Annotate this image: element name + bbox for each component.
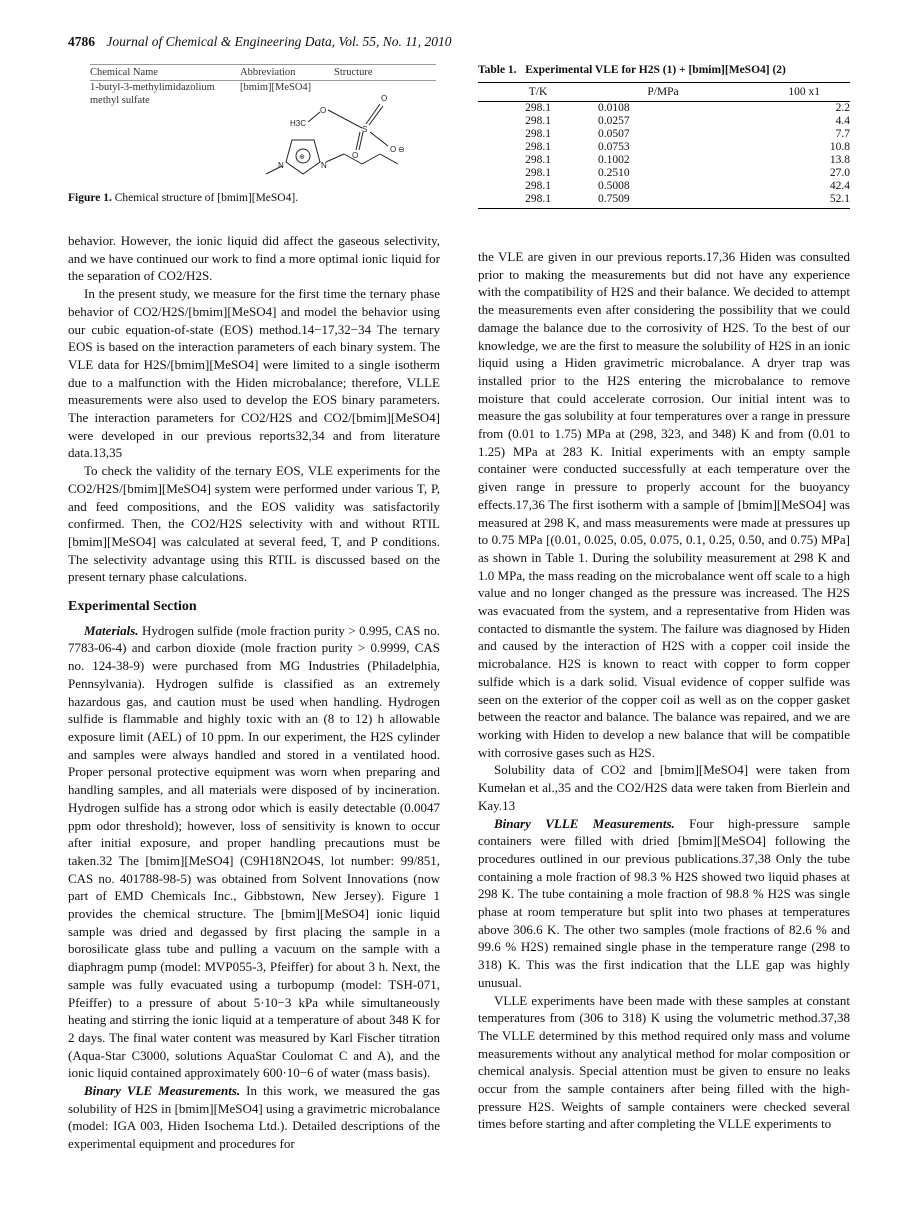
left-text-column (68, 232, 440, 1153)
table-1-title (478, 64, 850, 76)
struct-o-minus: O (390, 145, 397, 154)
running-header (68, 34, 451, 50)
right-text-column (478, 248, 850, 1133)
solubility-data-paragraph: Solubility data of CO2 and [bmim][MeSO4] were taken from Kumełan et al.,35 and the CO2/H2S data were taken from Bierlein and Kay.13 (478, 762, 850, 813)
struct-minus: ⊖ (398, 145, 405, 154)
table-row (478, 128, 850, 141)
struct-plus: ⊕ (299, 154, 305, 161)
table-cell: 298.1 (525, 141, 551, 153)
struct-n-left: N (278, 161, 284, 170)
binary-vlle-heading: Binary VLLE Measurements. (494, 815, 675, 831)
table-cell: 13.8 (829, 154, 850, 166)
present-study-paragraph: In the present study, we measure for the first time the ternary phase behavior of CO2/H2S/[bmim][MeSO4] and model the behavior using our cubic equation-of-state (EOS) method.14−17,32−34 The ternary EOS is based on the interaction parameters of each binary system. The VLE data for H2S/[bmim][MeSO4] were limited to a single isotherm due to a malfunction with the Hiden microbalance; therefore, VLLE measurements were also used to develop the EOS binary parameters. The interaction parameters for CO2/H2S and CO2/[bmim][MeSO4] were developed in our previous reports32,34 and from literature data.13,35 (68, 286, 440, 461)
struct-o-bottom: O (352, 151, 359, 160)
figure-1-label: Figure 1. (68, 192, 112, 204)
table-cell: 52.1 (728, 193, 850, 209)
table-1-header-temperature: T/K (478, 83, 598, 102)
table-cell: 298.1 (525, 102, 551, 114)
table-1-label: Table 1. (478, 64, 517, 76)
struct-h3c: H3C (290, 119, 307, 128)
table-row (478, 102, 850, 116)
table-row (478, 167, 850, 180)
materials-text: Hydrogen sulfide (mole fraction purity > 0.995, CAS no. 7783-06-4) and carbon dioxide (mole fraction purity > 0.9999, CAS no. 124-38-9) were purchased from MG Industries (Philadelphia, Pennsylvania). Hydrogen sulfide is classified as an extremely hazardous gas, and caution must be used when handling. Hydrogen sulfide is flammable and highly toxic with an (8 to 12) h allowable exposure limit (AEL) of 10 ppm. In our experiment, the H2S cylinder and samples were always handled and stored in a ventilated hood. Proper personal protective equipment was worn when preparing and handling samples, and all materials were disposed of by incineration. Hydrogen sulfide has a strong odor which is easily detectable (0.0047 ppm odor threshold); however, loss of sensitivity is known to occur after initial exposure, and proper handling precautions must be taken.32 The [bmim][MeSO4] (C9H18N2O4S, lot number: 99/851, CAS no. 401788-98-5) was obtained from Solvent Innovations (now part of EMD Chemicals Inc., Gibbstown, New Jersey). Figure 1 provides the chemical structure. The [bmim][MeSO4] ionic liquid sample was dried and degassed by first placing the sample in a borosilicate glass tube and pulling a vacuum on the sample with a diaphragm pump (model: MVP055-3, Pfeiffer) for about 3 h. Next, the sample was fully evacuated using a turbopump (model: TSH-071, Pfeiffer) to a pressure of about 5·10−3 kPa while simultaneously heating and stirring the ionic liquid at a temperature of about 348 K for 2 days. The final water content was measured by Karl Fischer titration (Aqua-Star C3000, solutions AquaStar Coulomat C and A), and the ionic liquid contained approximately 600·10−6 of water (mass basis). (68, 622, 440, 1081)
table-cell: 0.2510 (598, 167, 630, 179)
materials-heading: Materials. (84, 622, 139, 638)
fig-col-structure: Structure (334, 65, 436, 81)
table-row (478, 141, 850, 154)
validity-paragraph: To check the validity of the ternary EOS, VLE experiments for the CO2/H2S/[bmim][MeSO4] system were performed under various T, P, and feed compositions, and the EOS validity was satisfactorily confirmed. Then, the CO2/H2S selectivity with and without RTIL [bmim][MeSO4] was calculated at several feed, T, and P conditions. The selectivity advantage using this RTIL is discussed based on the present ternary phase calculations. (68, 463, 440, 585)
table-cell: 298.1 (525, 154, 551, 166)
table-cell: 2.2 (835, 102, 850, 114)
table-row (478, 154, 850, 167)
binary-vlle-paragraph (478, 815, 850, 992)
table-cell: 10.8 (829, 141, 850, 153)
vlle-experiments-paragraph: VLLE experiments have been made with these samples at constant temperatures from (306 to 318) K using the volumetric method.37,38 The VLLE determined by this method required only mass and volume measurements without any analytical method for molar composition or chemical analysis. Special attention must be given to ensure no leaks occur from the sample containers after being filled with the high-pressure H2S. Weights of sample containers were checked several times before starting and after completing the VLLE experiments to (478, 992, 850, 1132)
table-cell: 298.1 (525, 128, 551, 140)
journal-citation: Journal of Chemical & Engineering Data, Vol. 55, No. 11, 2010 (106, 34, 452, 49)
table-1-grid (478, 82, 850, 209)
table-cell: 298.1 (478, 193, 598, 209)
fig-chemical-name-2: methyl sulfate (90, 95, 150, 106)
bmim-meso4-structure (238, 88, 438, 188)
table-cell: 27.0 (829, 167, 850, 179)
figure-1-caption-text: Chemical structure of [bmim][MeSO4]. (111, 192, 299, 204)
table-cell: 298.1 (525, 167, 551, 179)
materials-paragraph (68, 622, 440, 1082)
binary-vle-heading: Binary VLE Measurements. (84, 1083, 241, 1099)
table-1-header-molefraction: 100 x1 (728, 83, 850, 102)
table-cell: 298.1 (525, 115, 551, 127)
page-number: 4786 (68, 34, 95, 49)
table-1-title-text: Experimental VLE for H2S (1) + [bmim][MeSO4] (2) (525, 64, 786, 76)
intro-paragraph-end: behavior. However, the ionic liquid did affect the gaseous selectivity, and we have continued our work to find a more optimal ionic liquid for the separation of CO2/H2S. (68, 233, 440, 284)
table-cell: 4.4 (835, 115, 850, 127)
table-cell: 298.1 (525, 180, 551, 192)
table-cell: 0.0108 (598, 102, 630, 114)
binary-vlle-text: Four high-pressure sample containers were filled with dried [bmim][MeSO4] following the procedures outlined in our previous publications.37,38 Only the tube containing a mole fraction of 98.3 % H2S showed two liquid phases at 298 K. The tube containing a mole fraction of 98.8 % H2S was single phase at room temperature but split into two phases at temperatures above 306.6 K. The other two samples (mole fractions of 82.6 % and 99.6 % H2S) remained single phase in the temperature range (298 to 318) K. This was the first indication that the LLE gap was highly unusual. (478, 815, 851, 990)
figure-1 (68, 64, 440, 204)
table-cell: 0.0507 (598, 128, 630, 140)
table-cell: 7.7 (835, 128, 850, 140)
figure-1-caption (68, 192, 440, 204)
struct-s: S (362, 125, 368, 134)
section-heading-experimental: Experimental Section (68, 599, 197, 615)
table-row (478, 115, 850, 128)
table-1 (478, 64, 850, 209)
struct-o-left: O (320, 106, 327, 115)
table-1-header-pressure: P/MPa (598, 83, 728, 102)
table-cell: 0.5008 (598, 180, 630, 192)
table-cell: 0.0257 (598, 115, 630, 127)
table-cell: 42.4 (829, 180, 850, 192)
table-cell: 0.0753 (598, 141, 630, 153)
binary-vle-text: In this work, we measured the gas solubility of H2S in [bmim][MeSO4] using a gravimetric microbalance (model: IGA 003, Hiden Isochema Ltd.). Detailed descriptions of the experimental equipment and procedures for (68, 1083, 440, 1152)
table-cell: 0.7509 (598, 193, 728, 209)
fig-chemical-name-1: 1-butyl-3-methylimidazolium (90, 82, 215, 93)
table-row (478, 180, 850, 193)
vle-continued-paragraph: the VLE are given in our previous reports.17,36 Hiden was consulted prior to making the measurements but did not have any experience with the compatibility of H2S and their balance. We decided to attempt the measurements even after considering the possibility that we could damage the balance due to the corrosivity of H2S. To the best of our knowledge, we are the first to measure the solubility of H2S in an ionic liquid using a Hiden gravimetric microbalance. A dryer trap was installed prior to the H2S entering the microbalance to remove moisture that could accelerate corrosion. Our initial intent was to measure the gas solubility at four temperatures over a range in pressure from (0.01 to 1.75) MPa at (298, 323, and 348) K and from (0.01 to 1.25) MPa at 283 K. Initial experiments with an empty sample container were conducted successfully at each temperature over the given range in pressure to properly account for the buoyancy effects.17,36 The first isotherm with a sample of [bmim][MeSO4] was measured at 298 K, and mass measurements were made at pressures up to 0.75 MPa [(0.01, 0.025, 0.05, 0.075, 0.1, 0.25, 0.50, and 0.75) MPa] as shown in Table 1. During the solubility measurement at 298 K and 1.0 MPa, the mass reading on the microbalance went off scale to a high value and no longer changed as the pressure was increased. The H2S was evacuated from the system, and a representative from Hiden was contacted to dismantle the system. The failure was diagnosed by Hiden and caused by the interaction of H2S with a copper coil inside the microbalance. H2S is known to react with copper to form copper sulfide which is a dark solid. Visual evidence of copper sulfide was seen on the exterior of the copper coil as well as on the copper gasket between the reactor and balance. The balance was repaired, and we are working with Hiden to develop a new balance that will be compatible with corrosive gases such as H2S. (478, 249, 850, 760)
table-row (478, 193, 850, 209)
fig-col-name: Chemical Name (90, 65, 240, 81)
table-cell: 0.1002 (598, 154, 630, 166)
table-1-body (478, 102, 850, 209)
struct-n-right: N (321, 161, 327, 170)
binary-vle-paragraph (68, 1082, 440, 1153)
fig-abbreviation: [bmim][MeSO4] (240, 82, 312, 93)
fig-col-abbrev: Abbreviation (240, 65, 334, 81)
struct-o-top: O (381, 94, 388, 103)
